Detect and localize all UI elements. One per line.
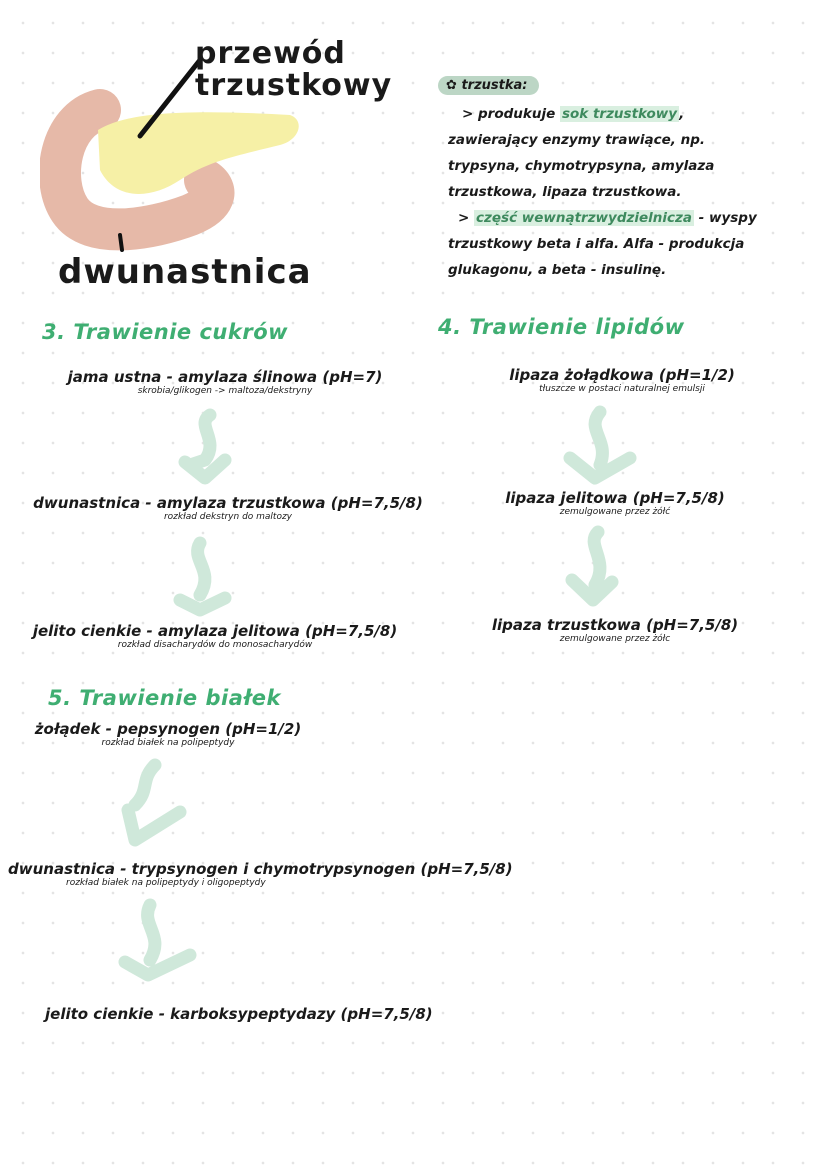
step-lipids-2: lipaza jelitowa (pH=7,5/8) zemulgowane przez żółć [505, 489, 725, 517]
flower-icon: ✿ [446, 78, 457, 93]
arrow-down-icon [128, 765, 180, 840]
heading-sugars: 3. Trawienie cukrów [42, 320, 289, 344]
step-lipids-3: lipaza trzustkowa (pH=7,5/8) zemulgowane przez żółc [491, 616, 739, 644]
step-sugars-3: jelito cienkie - amylaza jelitowa (pH=7,5/8) rozkład disacharydów do monosacharydów [32, 622, 398, 650]
pancreas-note: ✿ trzustka: > produkuje sok trzustkowy , zawierający enzymy trawiące, np. trypsyna, chymotrypsyna, amylaza trzustkowa, lipaza trzustkowa. > część wewnątrzwydzielnicza - wyspy trzustkowy beta i alfa. Alfa - produkcja glukagonu, a beta - insulinę. [438, 74, 768, 283]
step-proteins-2: dwunastnica - trypsynogen i chymotrypsynogen (pH=7,5/8) rozkład białek na polipeptydy i oligopeptydy [8, 860, 513, 888]
duct-label: przewód trzustkowy [195, 36, 393, 103]
duodenum-label: dwunastnica [58, 252, 312, 292]
step-sugars-2: dwunastnica - amylaza trzustkowa (pH=7,5/8) rozkład dekstryn do maltozy [33, 494, 423, 522]
heading-lipids: 4. Trawienie lipidów [438, 315, 685, 339]
heading-proteins: 5. Trawienie białek [48, 686, 281, 710]
arrow-down-icon [185, 415, 225, 478]
arrow-down-icon [125, 905, 190, 975]
arrow-down-icon [572, 532, 612, 600]
step-proteins-1: żołądek - pepsynogen (pH=1/2) rozkład białek na polipeptydy [34, 720, 302, 748]
arrow-down-icon [180, 543, 225, 610]
step-proteins-3: jelito cienkie - karboksypeptydazy (pH=7,5/8) [45, 1005, 433, 1023]
step-sugars-1: jama ustna - amylaza ślinowa (pH=7) skrobia/glikogen -> maltoza/dekstryny [67, 368, 383, 396]
topic-badge: ✿ trzustka: [438, 76, 539, 95]
arrow-down-icon [570, 412, 630, 478]
step-lipids-1: lipaza żołądkowa (pH=1/2) tłuszcze w postaci naturalnej emulsji [509, 366, 735, 394]
